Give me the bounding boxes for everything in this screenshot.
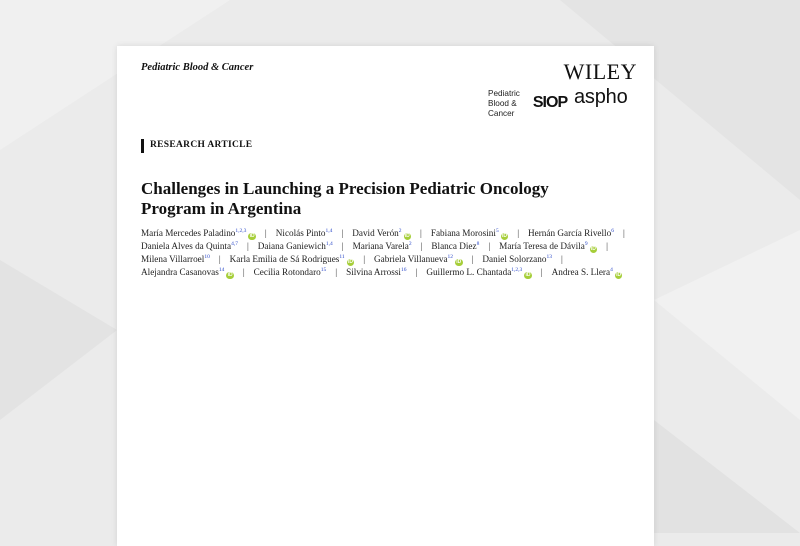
author-separator: | — [606, 241, 608, 251]
affiliation-ref[interactable]: 2 — [398, 228, 402, 234]
affiliation-ref[interactable]: 9 — [584, 241, 588, 247]
affiliation-ref[interactable]: 1,4 — [325, 241, 333, 247]
author-name[interactable]: María Mercedes Paladino$^{1,2,3}$iD — [141, 228, 255, 239]
affiliation-ref[interactable]: 1,4 — [325, 228, 333, 234]
author-line — [141, 227, 641, 240]
orcid-icon[interactable]: iD — [616, 271, 622, 278]
aspho-logo: aspho — [574, 86, 628, 108]
article-page — [117, 46, 654, 546]
orcid-icon[interactable]: iD — [404, 232, 410, 239]
author-name[interactable]: Daniel Solorzano$^{13}$ — [482, 254, 552, 264]
affiliation-ref[interactable]: 11 — [339, 254, 345, 260]
affiliation-ref[interactable]: 13 — [546, 254, 552, 260]
author-name[interactable]: Silvina Arrossi$^{16}$ — [346, 267, 407, 277]
orcid-icon[interactable]: iD — [501, 232, 507, 239]
author-separator: | — [517, 228, 520, 238]
affiliation-ref[interactable]: 6 — [611, 228, 614, 234]
author-name[interactable]: David Verón$^2$iD — [352, 228, 410, 239]
author-name[interactable]: Karla Emilia de Sá Rodrigues$^{11}$iD — [229, 254, 353, 265]
affiliation-ref[interactable]: 14 — [218, 267, 225, 273]
author-separator: | — [560, 254, 563, 264]
affiliation-ref[interactable]: 1,2,3 — [511, 267, 523, 273]
author-separator: | — [622, 228, 625, 238]
society-logos — [488, 88, 638, 122]
orcid-icon[interactable]: iD — [525, 271, 531, 278]
affiliation-ref[interactable]: 2 — [408, 241, 412, 247]
author-name[interactable]: Gabriela Villanueva$^{12}$iD — [374, 254, 462, 265]
affiliation-ref[interactable]: 4,7 — [231, 241, 238, 247]
author-name[interactable]: María Teresa de Dávila$^9$iD — [499, 241, 596, 252]
author-name[interactable]: Nicolás Pinto$^{1,4}$ — [275, 228, 333, 238]
journal-name: Pediatric Blood & Cancer — [141, 62, 254, 73]
author-line — [141, 240, 641, 253]
author-name[interactable]: Fabiana Morosini$^5$iD — [430, 228, 507, 239]
author-separator: | — [488, 241, 491, 251]
author-name[interactable]: Guillermo L. Chantada$^{1,2,3}$iD — [426, 267, 531, 278]
author-separator: | — [471, 254, 474, 264]
author-separator: | — [420, 241, 423, 251]
author-separator: | — [264, 228, 267, 238]
affiliation-ref[interactable]: 4 — [610, 267, 613, 273]
affiliation-ref[interactable]: 15 — [320, 267, 327, 273]
author-name[interactable]: Hernán García Rivello$^6$ — [528, 228, 614, 238]
affiliation-ref[interactable]: 16 — [400, 267, 407, 273]
author-name[interactable]: Milena Villarroel$^{10}$ — [141, 254, 210, 264]
siop-logo: SIOP — [532, 94, 568, 111]
author-line — [141, 266, 641, 279]
author-separator: | — [335, 267, 338, 277]
author-separator: | — [218, 254, 221, 264]
affiliation-ref[interactable]: 5 — [495, 228, 499, 234]
publisher-logo: WILEY — [563, 59, 637, 84]
author-name[interactable]: Cecilia Rotondaro$^{15}$ — [253, 267, 327, 277]
affiliation-ref[interactable]: 10 — [204, 254, 210, 260]
author-separator: | — [420, 228, 422, 238]
author-name[interactable]: Daniela Alves da Quinta$^{4,7}$ — [141, 241, 238, 251]
orcid-icon[interactable]: iD — [456, 258, 462, 265]
author-separator: | — [540, 267, 543, 277]
author-name[interactable]: Mariana Varela$^2$ — [352, 241, 412, 251]
author-list — [141, 227, 641, 279]
author-name[interactable]: Daiana Ganiewich$^{1,4}$ — [257, 241, 333, 251]
author-separator: | — [363, 254, 366, 264]
pbc-logo: Pediatric Blood & Cancer — [488, 89, 520, 119]
section-marker — [141, 139, 144, 153]
author-name[interactable]: Andrea S. Llera$^4$iD — [551, 267, 622, 278]
author-separator: | — [341, 228, 344, 238]
affiliation-ref[interactable]: 8 — [476, 241, 480, 247]
article-type: RESEARCH ARTICLE — [150, 140, 253, 150]
author-separator: | — [341, 241, 344, 251]
author-separator: | — [246, 241, 249, 251]
author-line — [141, 253, 641, 266]
orcid-icon[interactable]: iD — [347, 258, 353, 265]
affiliation-ref[interactable]: 12 — [447, 254, 454, 260]
author-name[interactable]: Alejandra Casanovas$^{14}$iD — [141, 267, 233, 278]
affiliation-ref[interactable]: 1,2,3 — [235, 228, 247, 234]
orcid-icon[interactable]: iD — [227, 271, 233, 278]
author-name[interactable]: Blanca Diez$^8$ — [431, 241, 480, 251]
article-title: Challenges in Launching a Precision Pediatric Oncology Program in Argentina — [141, 179, 549, 218]
author-separator: | — [242, 267, 245, 277]
orcid-icon[interactable]: iD — [590, 245, 596, 252]
author-separator: | — [415, 267, 418, 277]
orcid-icon[interactable]: iD — [249, 232, 255, 239]
